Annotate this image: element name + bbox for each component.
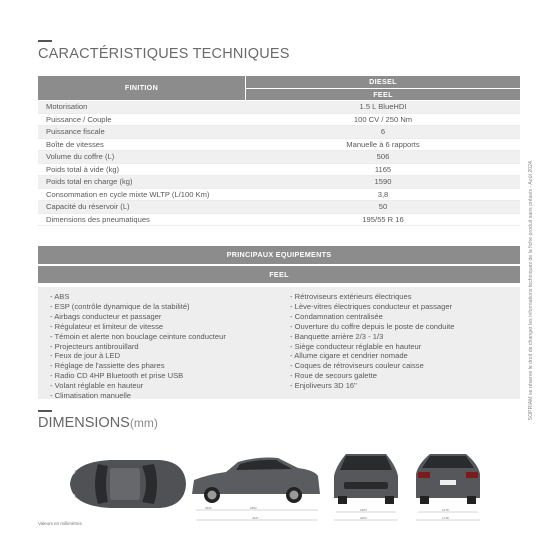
rear-dim-2: 1748 — [442, 516, 449, 520]
equipment-item: - Témoin et alerte non bouclage ceinture conducteur — [50, 331, 226, 341]
car-top-view — [70, 460, 186, 508]
equipment-item: - Banquette arrière 2/3 - 1/3 — [290, 331, 384, 341]
spec-row — [38, 176, 520, 189]
spec-label: Consommation en cycle mixte WLTP (L/100 Km) — [38, 188, 246, 201]
equipment-list-left — [50, 292, 226, 401]
equipment-item: - Enjoliveurs 3D 16" — [290, 381, 357, 391]
header-finition: FINITION — [38, 76, 245, 100]
equipment-panel — [38, 287, 520, 399]
side-dim-2: 2652 — [250, 506, 257, 510]
spec-row — [38, 101, 520, 113]
equipment-item: - Climatisation manuelle — [50, 391, 132, 401]
spec-row — [38, 138, 520, 151]
equipment-item: - Réglage de l'assiette des phares — [50, 361, 165, 371]
dimensions-title-text: DIMENSIONS — [38, 415, 130, 431]
spec-row — [38, 163, 520, 176]
spec-value: 3,8 — [246, 188, 520, 201]
equipment-list-right — [290, 292, 455, 391]
spec-row — [38, 213, 520, 226]
header-trim: FEEL — [246, 89, 520, 101]
equipment-item: - Coques de rétroviseurs couleur caisse — [290, 361, 424, 371]
dimensions-title — [38, 415, 158, 431]
spec-label: Poids total à vide (kg) — [38, 163, 246, 176]
equipment-item: - Projecteurs antibrouillard — [50, 341, 139, 351]
spec-table — [38, 101, 520, 226]
spec-label: Motorisation — [38, 101, 246, 113]
equipment-item: - Radio CD 4HP Bluetooth et prise USB — [50, 371, 184, 381]
equipment-item: - ESP (contrôle dynamique de la stabilité) — [50, 301, 190, 311]
car-drawings — [0, 440, 560, 540]
side-dim-1: 2652 — [205, 506, 212, 510]
side-dim-3: 4427 — [252, 516, 259, 520]
equipment-item: - Ouverture du coffre depuis le poste de conduite — [290, 321, 455, 331]
spec-row — [38, 188, 520, 201]
spec-value: Manuelle à 6 rapports — [246, 138, 520, 151]
front-dim-1: 1503 — [360, 508, 367, 512]
equipment-item: - Volant réglable en hauteur — [50, 381, 144, 391]
section-dash — [38, 40, 52, 42]
equipment-item: - Rétroviseurs extérieurs électriques — [290, 292, 412, 301]
spec-value: 50 — [246, 201, 520, 214]
spec-label: Puissance fiscale — [38, 126, 246, 139]
front-dim-2: 2004 — [360, 516, 367, 520]
spec-value: 1590 — [246, 176, 520, 189]
spec-value: 100 CV / 250 Nm — [246, 113, 520, 126]
rear-dim-1: 1478 — [442, 508, 449, 512]
car-front-view — [334, 454, 398, 520]
spec-value: 506 — [246, 151, 520, 164]
car-rear-view — [416, 454, 480, 520]
spec-row — [38, 126, 520, 139]
equipment-item: - Roue de secours galette — [290, 371, 377, 381]
spec-label: Puissance / Couple — [38, 113, 246, 126]
equipment-item: - Allume cigare et cendrier nomade — [290, 351, 408, 361]
spec-label: Poids total en charge (kg) — [38, 176, 246, 189]
section-dash — [38, 410, 52, 412]
equipment-item: - Régulateur et limiteur de vitesse — [50, 321, 164, 331]
spec-row — [38, 201, 520, 214]
equipment-item: - Siège conducteur réglable en hauteur — [290, 341, 422, 351]
spec-value: 6 — [246, 126, 520, 139]
car-side-view — [192, 458, 320, 521]
spec-value: 1165 — [246, 163, 520, 176]
spec-value: 195/55 R 16 — [246, 213, 520, 226]
spec-label: Volume du coffre (L) — [38, 151, 246, 164]
spec-value: 1.5 L BlueHDI — [246, 101, 520, 113]
spec-label: Boîte de vitesses — [38, 138, 246, 151]
equipment-subheader: FEEL — [38, 266, 520, 283]
disclaimer-vertical: SOPRIAM se réserve le droit de changer les informations techniques de la fiche produit sans préavis - Août 2024. — [528, 159, 534, 421]
equipment-item: - Lève-vitres électriques conducteur et passager — [290, 301, 453, 311]
equipment-item: - Feux de jour à LED — [50, 351, 121, 361]
equipment-header: PRINCIPAUX EQUIPEMENTS — [38, 246, 520, 264]
spec-label: Dimensions des pneumatiques — [38, 213, 246, 226]
section-title: CARACTÉRISTIQUES TECHNIQUES — [38, 46, 290, 62]
spec-row — [38, 151, 520, 164]
equipment-item: - Airbags conducteur et passager — [50, 311, 162, 321]
equipment-item: - Condamnation centralisée — [290, 311, 383, 321]
spec-row — [38, 113, 520, 126]
equipment-item: - ABS — [50, 292, 70, 301]
dimensions-unit: (mm) — [129, 416, 158, 430]
header-engine: DIESEL — [246, 76, 520, 88]
spec-label: Capacité du réservoir (L) — [38, 201, 246, 214]
footnote: Valeurs en millimètres — [38, 521, 82, 526]
